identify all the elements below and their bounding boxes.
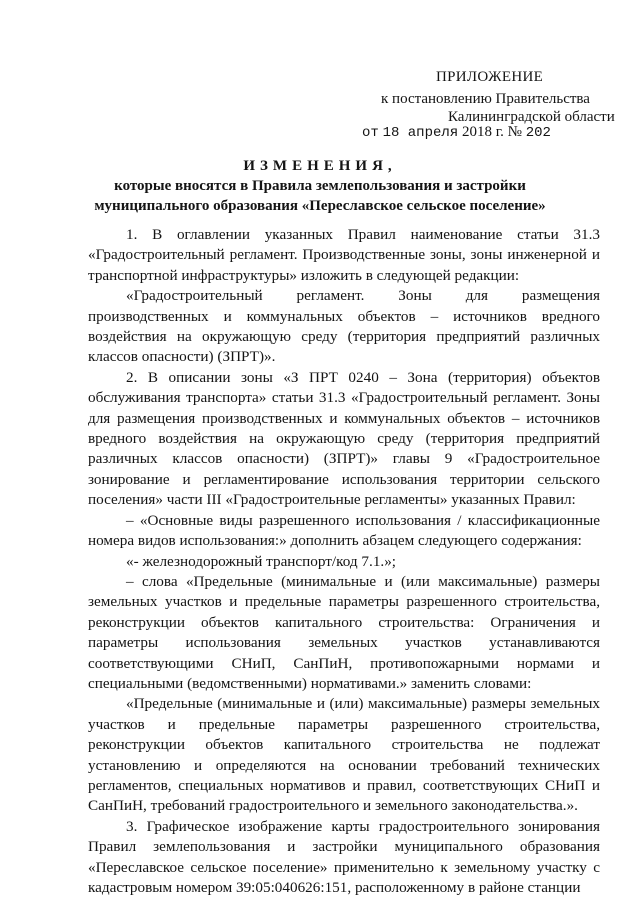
paragraph: «- железнодорожный транспорт/код 7.1.»; [126, 552, 397, 570]
paragraph: 3. Графическое изображение карты градостроительного зонирования Правил землепользования и застройки муниципального образования «Переславское сельское поселение» применительно к земельному участку с кадастровым номером 39:05:040626:151, расположенному в районе станции [88, 817, 600, 896]
appendix-title: ПРИЛОЖЕНИЕ [436, 69, 544, 85]
appendix-date-line [362, 123, 551, 142]
document-number: 202 [525, 125, 551, 141]
paragraph: 1. В оглавлении указанных Правил наименование статьи 31.3 «Градостроительный регламент. Производственные зоны, зоны инженерной и транспортной инфраструктуры» изложить в следующей редакции: [88, 226, 600, 284]
date-prefix: от [362, 125, 379, 141]
paragraph: «Предельные (минимальные и (или) максимальные) размеры земельных участков и предельные параметры разрешенного строительства, реконструкции объектов капитального строительства не подлежат установлению и определяются на основании требований технических регламентов, специальных нормативов и правил, соответствующих СНиП и СанПиН, требований градостроительного и земельного законодательства.». [88, 695, 600, 815]
appendix-reference-line: к постановлению Правительства [381, 91, 590, 107]
document-body [88, 225, 600, 898]
appendix-region-line: Калининградской области [448, 109, 615, 125]
document-subtitle: которые вносятся в Правила землепользования и застройки муниципального образования «Переславское сельское поселение» [94, 178, 546, 214]
paragraph: «Градостроительный регламент. Зоны для размещения производственных и коммунальных объектов – источников вредного воздействия на окружающую среду (территория предприятий различных классов опасности) (ЗПРТ)». [88, 287, 600, 366]
date-day-month: 18 апреля [382, 125, 459, 141]
paragraph: – слова «Предельные (минимальные и (или максимальные) размеры земельных участков и предельные параметры разрешенного строительства, реконструкции объектов капитального строительства: Ограничения и параметры использования земельных участков устанавливаются соответствующими СНиП, СанПиН, противопожарными нормами и специальными (ведомственными) нормативами.» заменить словами: [88, 572, 600, 692]
document-title: ИЗМЕНЕНИЯ, [243, 158, 397, 174]
paragraph: 2. В описании зоны «З ПРТ 0240 – Зона (территория) объектов обслуживания транспорта» статьи 31.3 «Градостроительный регламент. Зоны для размещения производственных и коммунальных объектов – источников вредного воздействия на окружающую среду (территория предприятий различных классов опасности) (ЗПРТ)» главы 9 «Градостроительное зонирование и регламентирование использования территории сельского поселения» части III «Градостроительные регламенты» указанных Правил: [88, 368, 600, 509]
number-sign: № [507, 124, 522, 140]
date-year: 2018 г. [461, 124, 504, 140]
paragraph: – «Основные виды разрешенного использования / классификационные номера видов использования:» дополнить абзацем следующего содержания: [88, 511, 600, 550]
